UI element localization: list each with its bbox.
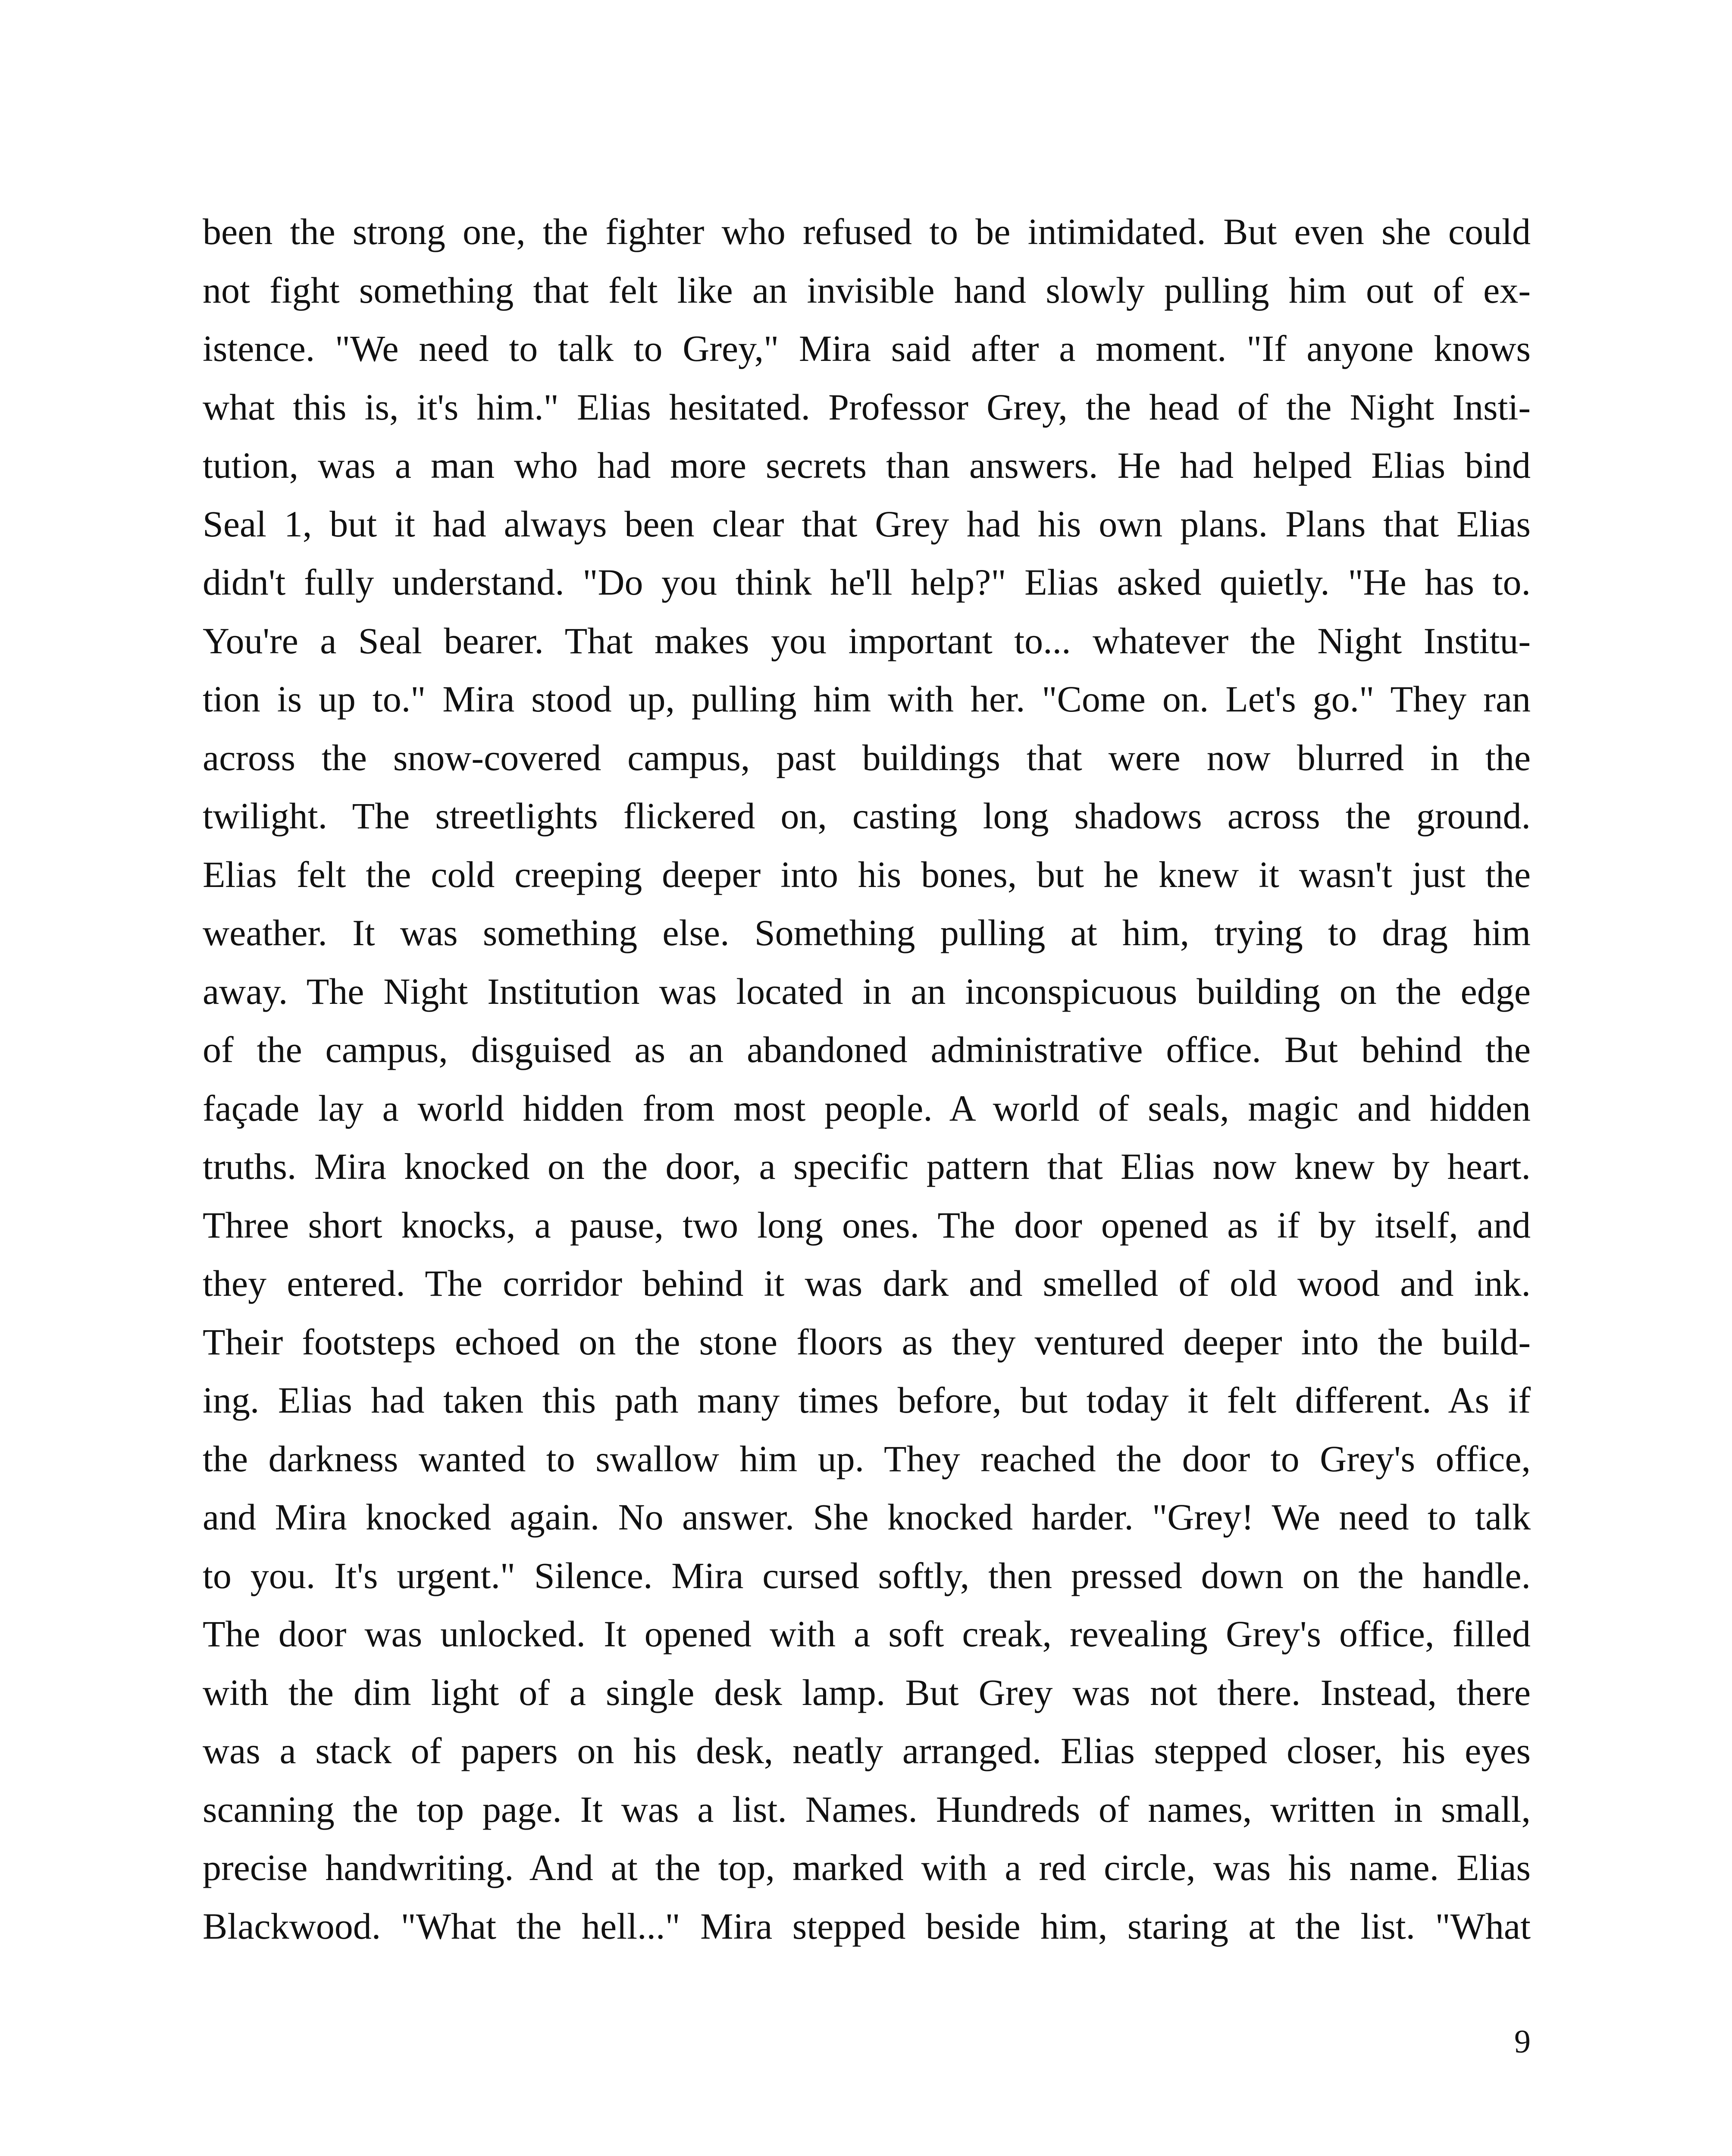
text-line: they entered. The corridor behind it was dark and smelled of old wood and ink.: [203, 1263, 1531, 1304]
text-line: didn't fully understand. "Do you think he'll help?" Elias asked quietly. "He has to.: [203, 561, 1531, 603]
text-line: ing. Elias had taken this path many times before, but today it felt different. As if: [203, 1379, 1531, 1421]
text-line: been the strong one, the fighter who refused to be intimidated. But even she could: [203, 211, 1531, 252]
text-line: façade lay a world hidden from most people. A world of seals, magic and hidden: [203, 1087, 1531, 1129]
text-line: away. The Night Institution was located in an inconspicuous building on the edge: [203, 970, 1531, 1012]
page-number: 9: [1514, 2024, 1531, 2060]
text-line: to you. It's urgent." Silence. Mira cursed softly, then pressed down on the handle.: [203, 1554, 1531, 1596]
text-line: of the campus, disguised as an abandoned administrative office. But behind the: [203, 1029, 1531, 1070]
text-line: the darkness wanted to swallow him up. They reached the door to Grey's office,: [203, 1438, 1531, 1479]
text-line: truths. Mira knocked on the door, a specific pattern that Elias now knew by heart.: [203, 1146, 1531, 1187]
text-line: twilight. The streetlights flickered on, casting long shadows across the ground.: [203, 795, 1531, 837]
body-text: [203, 203, 1531, 1955]
text-line: Blackwood. "What the hell..." Mira stepped beside him, staring at the list. "What: [203, 1905, 1531, 1947]
text-line: Elias felt the cold creeping deeper into his bones, but he knew it wasn't just the: [203, 853, 1531, 895]
text-line: was a stack of papers on his desk, neatly arranged. Elias stepped closer, his eyes: [203, 1730, 1531, 1771]
text-line: weather. It was something else. Something pulling at him, trying to drag him: [203, 912, 1531, 953]
text-line: with the dim light of a single desk lamp. But Grey was not there. Instead, there: [203, 1671, 1531, 1713]
text-line: precise handwriting. And at the top, marked with a red circle, was his name. Elias: [203, 1847, 1531, 1888]
text-line: Their footsteps echoed on the stone floors as they ventured deeper into the build-: [203, 1321, 1531, 1363]
text-line: tution, was a man who had more secrets than answers. He had helped Elias bind: [203, 445, 1531, 486]
text-line: not fight something that felt like an invisible hand slowly pulling him out of ex-: [203, 269, 1531, 311]
text-line: across the snow-covered campus, past buildings that were now blurred in the: [203, 736, 1531, 778]
text-line: You're a Seal bearer. That makes you important to... whatever the Night Institu-: [203, 620, 1531, 661]
text-line: The door was unlocked. It opened with a soft creak, revealing Grey's office, filled: [203, 1613, 1531, 1655]
text-line: what this is, it's him." Elias hesitated. Professor Grey, the head of the Night Insti-: [203, 386, 1531, 428]
text-line: Seal 1, but it had always been clear that Grey had his own plans. Plans that Elias: [203, 503, 1531, 545]
text-line: and Mira knocked again. No answer. She knocked harder. "Grey! We need to talk: [203, 1496, 1531, 1538]
text-line: istence. "We need to talk to Grey," Mira said after a moment. "If anyone knows: [203, 328, 1531, 369]
text-line: Three short knocks, a pause, two long ones. The door opened as if by itself, and: [203, 1204, 1531, 1246]
text-line: scanning the top page. It was a list. Names. Hundreds of names, written in small,: [203, 1788, 1531, 1830]
text-line: tion is up to." Mira stood up, pulling him with her. "Come on. Let's go." They ran: [203, 678, 1531, 720]
